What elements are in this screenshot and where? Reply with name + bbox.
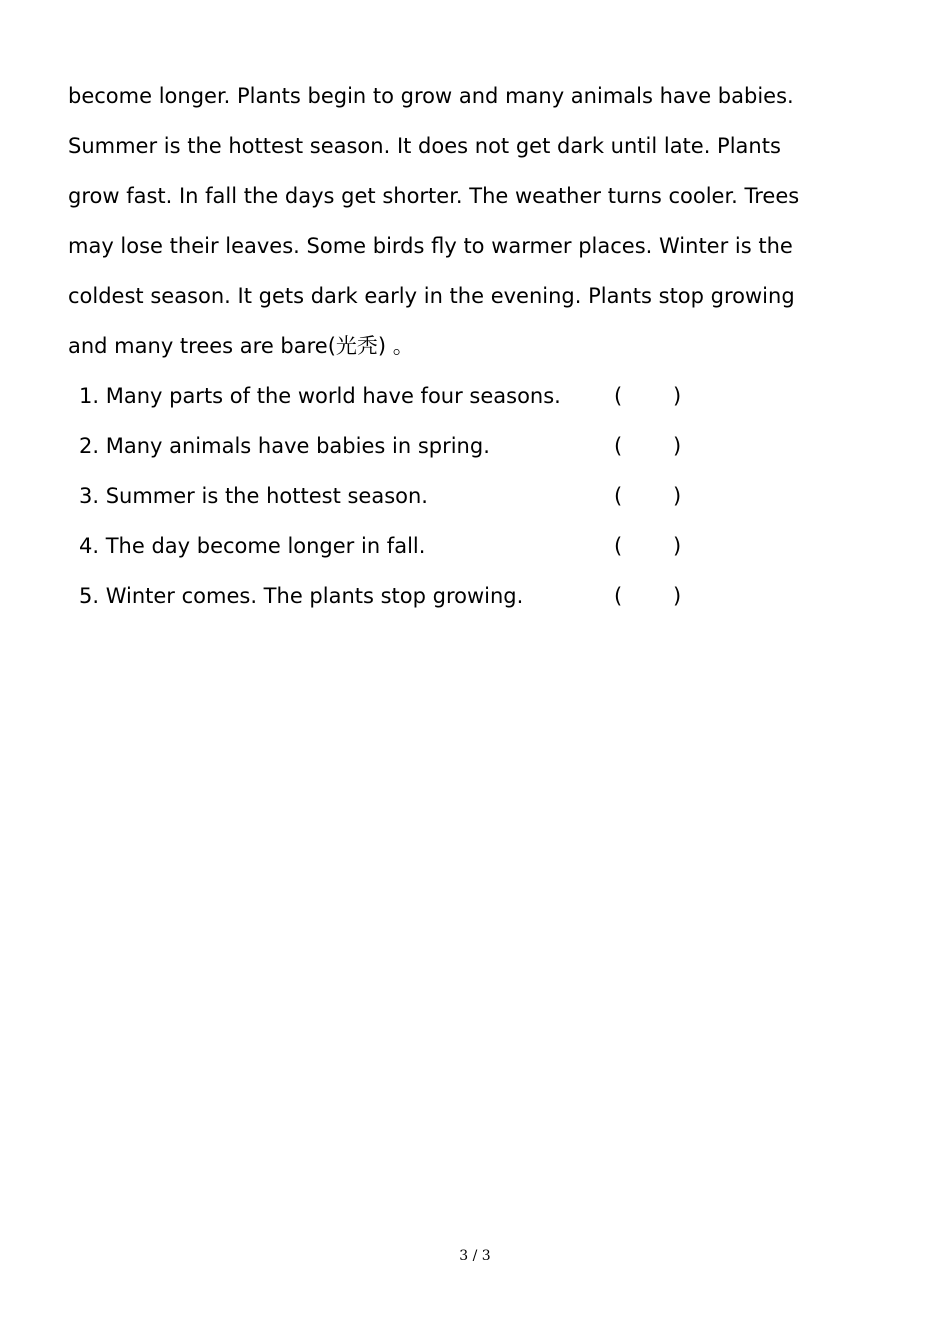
passage-line: Summer is the hottest season. It does not get dark until late. Plants [68,134,781,158]
answer-blank[interactable] [629,571,671,621]
answer-open-paren: ( [614,584,623,608]
question-text: 2. Many animals have babies in spring. [79,434,490,458]
answer-blank[interactable] [629,421,671,471]
answer-close-paren: ) [673,584,682,608]
passage-line: grow fast. In fall the days get shorter. The weather turns cooler. Trees [68,184,800,208]
question-text: 1. Many parts of the world have four seasons. [79,384,561,408]
passage-line: may lose their leaves. Some birds fly to warmer places. Winter is the [68,234,793,258]
question-item-5 [79,571,779,621]
page-number: 3 / 3 [459,1248,491,1264]
answer-close-paren: ) [673,384,682,408]
question-text: 5. Winter comes. The plants stop growing. [79,584,524,608]
question-item-3 [79,471,779,521]
answer-open-paren: ( [614,484,623,508]
question-text: 3. Summer is the hottest season. [79,484,428,508]
true-false-questions [79,371,779,621]
answer-close-paren: ) [673,484,682,508]
question-item-4 [79,521,779,571]
question-text: 4. The day become longer in fall. [79,534,426,558]
passage-line: become longer. Plants begin to grow and many animals have babies. [68,84,794,108]
answer-blank[interactable] [629,371,671,421]
reading-passage [68,71,888,371]
question-item-2 [79,421,779,471]
answer-open-paren: ( [614,384,623,408]
passage-line: coldest season. It gets dark early in the evening. Plants stop growing [68,284,795,308]
answer-close-paren: ) [673,434,682,458]
question-item-1 [79,371,779,421]
answer-blank[interactable] [629,521,671,571]
answer-open-paren: ( [614,534,623,558]
passage-line: and many trees are bare(光秃) 。 [68,334,414,358]
answer-blank[interactable] [629,471,671,521]
answer-close-paren: ) [673,534,682,558]
answer-open-paren: ( [614,434,623,458]
